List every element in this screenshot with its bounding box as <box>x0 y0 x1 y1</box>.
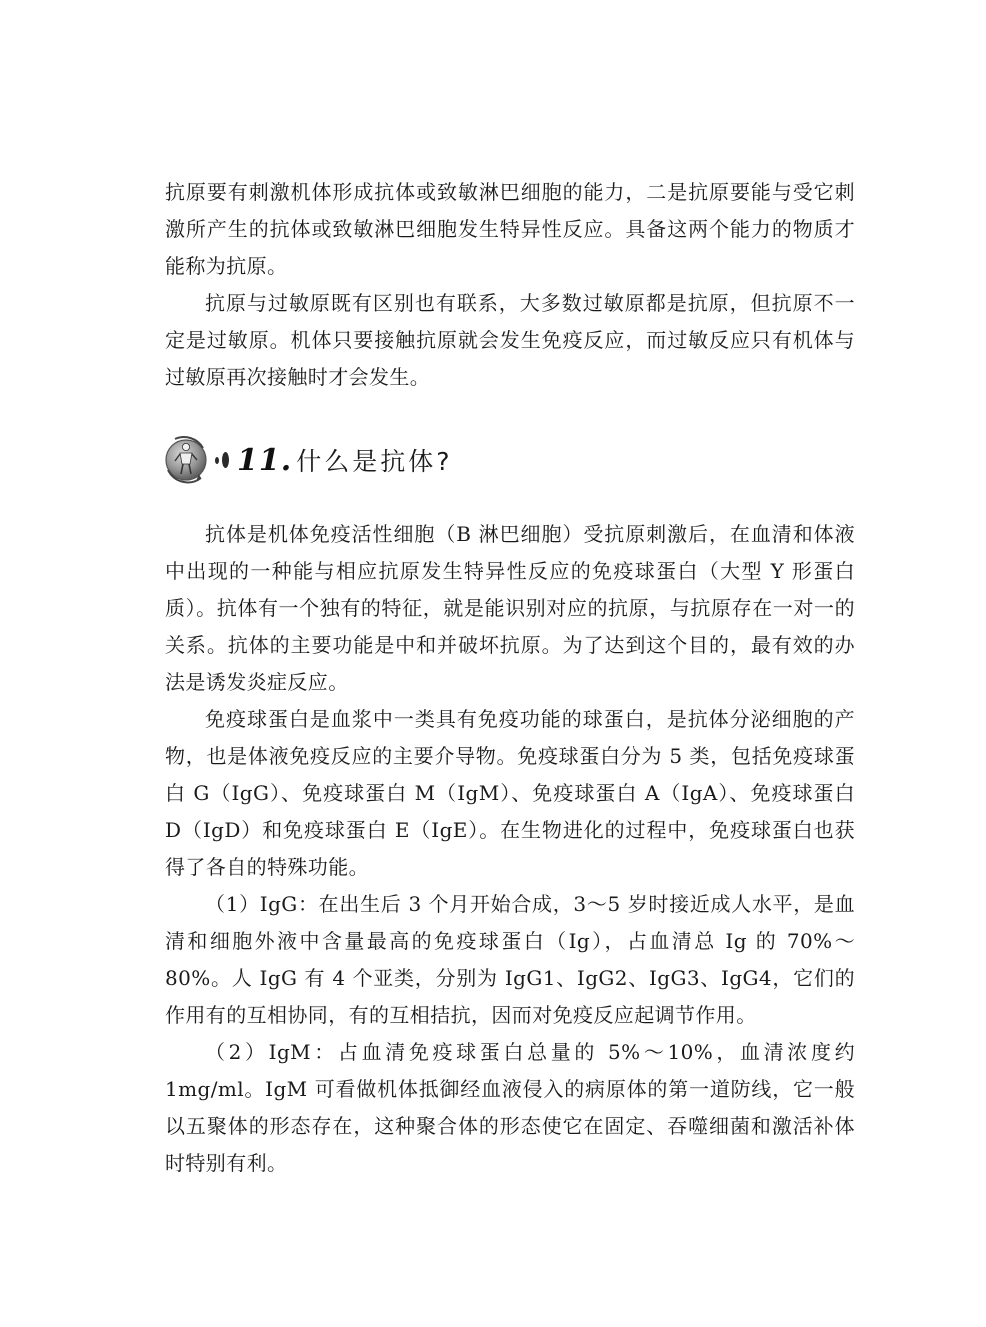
dot-small <box>215 457 219 464</box>
figure-medallion-icon <box>163 434 213 486</box>
dot-big <box>222 452 229 468</box>
paragraph-antigen-allergen: 抗原与过敏原既有区别也有联系，大多数过敏原都是抗原，但抗原不一定是过敏原。机体只要接触抗原就会发生免疫反应，而过敏反应只有机体与过敏原再次接触时才会发生。 <box>165 291 855 389</box>
paragraph-antibody-definition: 抗体是机体免疫活性细胞（B 淋巴细胞）受抗原刺激后，在血清和体液中出现的一种能与相应抗原发生特异性反应的免疫球蛋白（大型 Y 形蛋白质）。抗体有一个独有的特征，就是能识别对应的抗原，与抗原存在一对一的关系。抗体的主要功能是中和并破坏抗原。为了达到这个目的，最有效的办法是诱发炎症反应。 <box>165 522 855 694</box>
section-number: 11. <box>237 442 293 478</box>
paragraph-igg: （1）IgG：在出生后 3 个月开始合成，3～5 岁时接近成人水平，是血清和细胞外液中含量最高的免疫球蛋白（Ig），占血清总 Ig 的 70%～80%。人 IgG 有 4 个亚类，分别为 IgG1、IgG2、IgG3、IgG4，它们的作用有的互相协同，有的互相拮抗，因而对免疫反应起调节作用。 <box>165 892 855 1027</box>
section-heading <box>163 432 452 488</box>
paragraph-igm: （2）IgM：占血清免疫球蛋白总量的 5%～10%，血清浓度约 1mg/ml。IgM 可看做机体抵御经血液侵入的病原体的第一道防线，它一般以五聚体的形态存在，这种聚合体的形态使它在固定、吞噬细菌和激活补体时特别有利。 <box>165 1040 855 1175</box>
heading-dots <box>215 452 229 468</box>
paragraph-antigen-ability: 抗原要有刺激机体形成抗体或致敏淋巴细胞的能力，二是抗原要能与受它刺激所产生的抗体或致敏淋巴细胞发生特异性反应。具备这两个能力的物质才能称为抗原。 <box>165 180 855 278</box>
paragraph-immunoglobulin: 免疫球蛋白是血浆中一类具有免疫功能的球蛋白，是抗体分泌细胞的产物，也是体液免疫反应的主要介导物。免疫球蛋白分为 5 类，包括免疫球蛋白 G（IgG）、免疫球蛋白 M（IgM）、免疫球蛋白 A（IgA）、免疫球蛋白 D（IgD）和免疫球蛋白 E（IgE）。在生物进化的过程中，免疫球蛋白也获得了各自的特殊功能。 <box>165 707 855 879</box>
body-text-block <box>165 516 855 1182</box>
section-title: 什么是抗体? <box>296 447 453 476</box>
top-text-block <box>165 174 855 396</box>
